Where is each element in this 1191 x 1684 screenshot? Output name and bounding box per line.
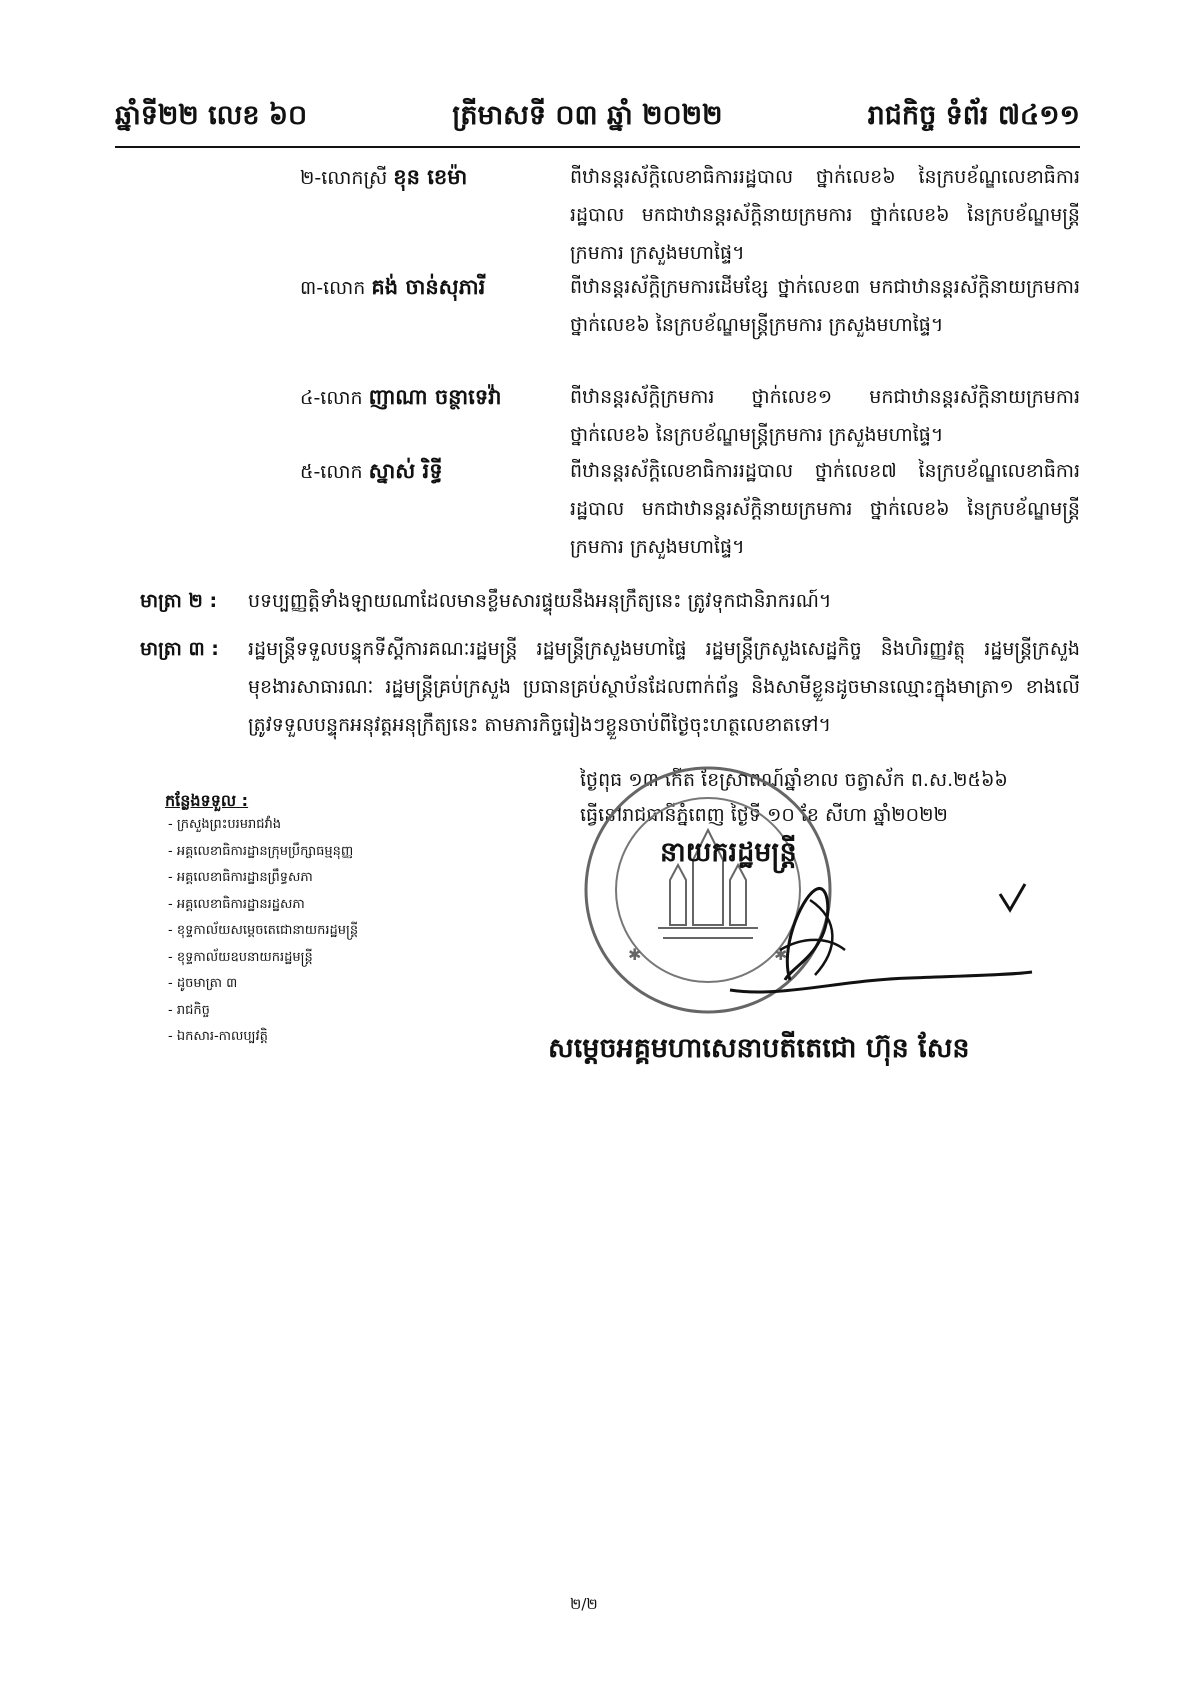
page-number: ២/២ — [570, 1595, 598, 1613]
recipient-item: - ខុទ្ទកាល័យសម្តេចតេជោនាយករដ្ឋមន្ត្រី — [168, 923, 359, 938]
gazette-page: រាជកិច្ច ទំព័រ ៧៤១១ — [867, 99, 1080, 131]
recipient-item: - អគ្គលេខាធិការដ្ឋានក្រុមប្រឹក្សាធម្មនុញ្ញ — [168, 843, 354, 859]
appointment-entry — [300, 158, 1080, 272]
appointment-entry — [300, 378, 1080, 454]
recipient-item: - អគ្គលេខាធិការដ្ឋានព្រឹទ្ធសភា — [168, 870, 313, 885]
svg-text:✱: ✱ — [774, 945, 788, 964]
gazette-header — [115, 90, 1080, 146]
entry-name: ខុន ខេម៉ា — [393, 165, 468, 189]
recipient-item: - រាជកិច្ច — [168, 1002, 210, 1018]
entry-prefix: ៥-លោក — [300, 461, 363, 483]
entry-text: ពីឋានន្តរស័ក្តិក្រមការដើមខ្សែ ថ្នាក់លេខ៣ មកជាឋានន្តរស័ក្តិនាយក្រមការ ថ្នាក់លេខ៦ នៃក្របខ័ណ្ឌមន្ត្រីក្រមការ ក្រសួងមហាផ្ទៃ។ — [570, 276, 1080, 336]
header-rule — [115, 146, 1080, 148]
appointment-entry — [300, 452, 1080, 566]
recipient-item: - ខុទ្ទកាល័យឧបនាយករដ្ឋមន្ត្រី — [168, 949, 313, 965]
entry-prefix: ២-លោកស្រី — [300, 167, 388, 189]
article-text: បទប្បញ្ញត្តិទាំងឡាយណាដែលមានខ្លឹមសារផ្ទុយនឹងអនុក្រឹត្យនេះ ត្រូវទុកជានិរាករណ៍។ — [248, 590, 832, 612]
article-3 — [140, 630, 1080, 744]
entry-name: គង់ ចាន់សុភារី — [371, 275, 486, 299]
recipients-list — [168, 812, 358, 1051]
lunar-date: ថ្ងៃពុធ ១៣ កើត ខែស្រាពណ៍ឆ្នាំខាល ចត្វាស័ក ព.ស.២៥៦៦ — [580, 769, 1008, 791]
entry-prefix: ៣-លោក — [300, 277, 366, 299]
entry-person — [300, 158, 568, 197]
article-text: រដ្ឋមន្ត្រីទទួលបន្ទុកទីស្តីការគណៈរដ្ឋមន្ត្រី រដ្ឋមន្ត្រីក្រសួងមហាផ្ទៃ រដ្ឋមន្ត្រីក្រសួងសេដ្ឋកិច្ច និងហិរញ្ញវត្ថុ រដ្ឋមន្ត្រីក្រសួងមុខងារសាធារណៈ រដ្ឋមន្ត្រីគ្រប់ក្រសួង ប្រធានគ្រប់ស្ថាប័នដែលពាក់ព័ន្ធ និងសាមីខ្លួនដូចមានឈ្មោះក្នុងមាត្រា១ ខាងលើ ត្រូវទទួលបន្ទុកអនុវត្តអនុក្រឹត្យនេះ តាមភារកិច្ចរៀងៗខ្លួនចាប់ពីថ្ងៃចុះហត្ថលេខាតទៅ។ — [248, 638, 1080, 736]
entry-person — [300, 268, 568, 307]
quarter-year: ត្រីមាសទី ០៣ ឆ្នាំ ២០២២ — [452, 99, 723, 131]
signature-icon — [720, 880, 1040, 1010]
recipient-item: - ក្រសួងព្រះបរមរាជវាំង — [168, 817, 282, 832]
recipient-item: - អគ្គលេខាធិការដ្ឋានរដ្ឋសភា — [168, 896, 305, 912]
article-label: មាត្រា ៣ : — [140, 638, 219, 660]
entry-person — [300, 378, 568, 417]
recipients-title: កន្លែងទទួល : — [165, 791, 249, 810]
article-2 — [140, 582, 1080, 620]
appointment-entry — [300, 268, 1080, 344]
article-label: មាត្រា ២ : — [140, 590, 218, 612]
recipient-item: - ឯកសារ-កាលប្បវត្តិ — [168, 1029, 268, 1044]
entry-text: ពីឋានន្តរស័ក្តិលេខាធិការរដ្ឋបាល ថ្នាក់លេខ៧ នៃក្របខ័ណ្ឌលេខាធិការរដ្ឋបាល មកជាឋានន្តរស័ក្តិនាយក្រមការ ថ្នាក់លេខ៦ នៃក្របខ័ណ្ឌមន្ត្រីក្រមការ ក្រសួងមហាផ្ទៃ។ — [570, 460, 1080, 558]
issue-number: ឆ្នាំទី២២ លេខ ៦០ — [115, 99, 308, 131]
entry-name: ញាណា ចន្ថាទេវ៉ា — [368, 385, 502, 409]
signatory-name: សម្តេចអគ្គមហាសេនាបតីតេជោ ហ៊ុន សែន — [548, 1033, 970, 1064]
place-date: ធ្វើនៅរាជធានីភ្នំពេញ ថ្ងៃទី ១០ ខែ សីហា ឆ្នាំ២០២២ — [580, 804, 948, 826]
svg-text:✱: ✱ — [628, 945, 642, 964]
entry-prefix: ៤-លោក — [300, 387, 363, 409]
entry-text: ពីឋានន្តរស័ក្តិក្រមការ ថ្នាក់លេខ១ មកជាឋានន្តរស័ក្តិនាយក្រមការ ថ្នាក់លេខ៦ នៃក្របខ័ណ្ឌមន្ត្រីក្រមការ ក្រសួងមហាផ្ទៃ។ — [570, 386, 1080, 446]
entry-name: ស្នាស់ រិទ្ធី — [368, 459, 443, 483]
entry-person — [300, 452, 568, 491]
recipient-item: - ដូចមាត្រា ៣ — [168, 976, 238, 991]
entry-text: ពីឋានន្តរស័ក្តិលេខាធិការរដ្ឋបាល ថ្នាក់លេខ៦ នៃក្របខ័ណ្ឌលេខាធិការរដ្ឋបាល មកជាឋានន្តរស័ក្តិនាយក្រមការ ថ្នាក់លេខ៦ នៃក្របខ័ណ្ឌមន្ត្រីក្រមការ ក្រសួងមហាផ្ទៃ។ — [570, 166, 1080, 264]
signatory-title: នាយករដ្ឋមន្ត្រី — [660, 837, 797, 868]
